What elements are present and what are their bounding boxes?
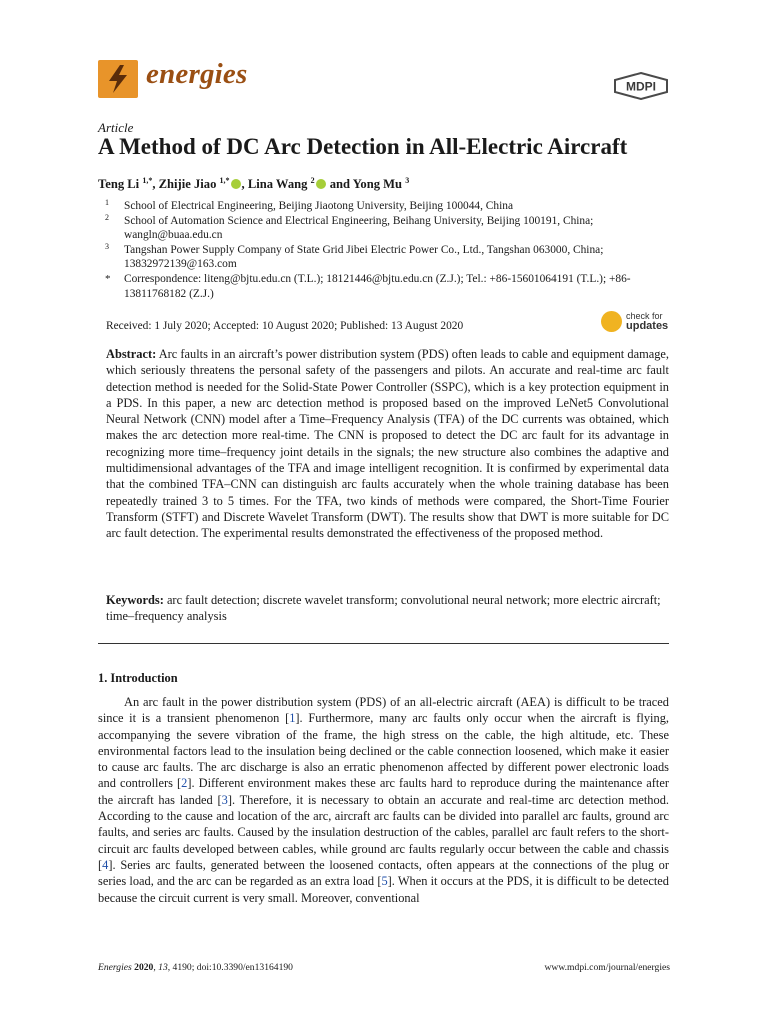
- footer-year: 2020: [134, 962, 154, 973]
- body-text: ]. When it occurs at the PDS, it is difficult to be detected because the circuit current is very small. Moreover, conventional: [98, 874, 669, 905]
- footer-volume: 13: [158, 962, 168, 973]
- check-updates-line1: check for: [626, 311, 663, 321]
- article-title: A Method of DC Arc Detection in All-Electric Aircraft: [98, 134, 628, 159]
- journal-logo: [98, 60, 138, 98]
- citation-link[interactable]: 4: [102, 857, 109, 872]
- affiliation-marker: 1: [105, 198, 109, 207]
- introduction-text: [98, 694, 669, 906]
- author-separator: and: [326, 177, 353, 192]
- affiliations: [98, 199, 678, 301]
- affiliation-text: School of Automation Science and Electrical Engineering, Beihang University, Beijing 100191, China; wangln@buaa.edu.cn: [124, 214, 594, 242]
- article-type: Article: [98, 120, 134, 135]
- body-text: An arc fault in the power distribution system (PDS) of an all-electric aircraft (AEA) is difficult to be traced since it is a transient phenomenon [: [98, 695, 669, 726]
- keywords-text: arc fault detection; discrete wavelet transform; convolutional neural network; more electric aircraft; time–frequency analysis: [106, 593, 661, 624]
- publication-dates: Received: 1 July 2020; Accepted: 10 August 2020; Published: 13 August 2020: [106, 320, 464, 332]
- citation-link[interactable]: 2: [181, 776, 188, 791]
- check-updates-line2: updates: [626, 320, 669, 332]
- author-name: Teng Li: [98, 177, 143, 192]
- citation-link[interactable]: 3: [221, 792, 228, 807]
- affiliation-marker: *: [105, 272, 111, 285]
- affiliation-text: Tangshan Power Supply Company of State Grid Jibei Electric Power Co., Ltd., Tangshan 063000, China; 13832972139@163.com: [124, 243, 604, 271]
- publisher-name: MDPI: [626, 79, 656, 94]
- orcid-icon[interactable]: [231, 179, 241, 189]
- lightning-bolt-icon: [98, 60, 138, 98]
- section-divider: [98, 643, 669, 644]
- body-text: ]. Therefore, it is necessary to obtain an accurate and real-time arc detection method. According to the cause and location of the arc, aircraft arc faults can be divided into parallel arc faults, ground arc faults, and series arc faults. Caused by the insulation destruction of the cables, parallel arc fault refers to the short-circuit arc faults developed between cables, while ground arc faults regularly occur between the cable and chassis [: [98, 792, 669, 872]
- affiliation-item: [98, 272, 678, 301]
- affiliation-marker: 3: [105, 241, 109, 251]
- body-text: ]. Series arc faults, generated between the loosened contacts, often appears at the connections of the plug or series load, and the arc can be regarded as an extra load [: [98, 857, 669, 889]
- author-affiliation-marker: 2: [310, 176, 315, 185]
- affiliation-text: Correspondence: liteng@bjtu.edu.cn (T.L.); 18121446@bjtu.edu.cn (Z.J.); Tel.: +86-15601064191 (T.L.); +86-13811768182 (Z.J.): [124, 272, 631, 300]
- abstract-text: Arc faults in an aircraft’s power distribution system (PDS) often leads to cable and equipment damage, which seriously threatens the personal safety of the passengers and pilots. An accurate and real-time arc fault detection method is needed for the Solid-State Power Controller (SSPC), which is a key protection equipment in a PDS. In this paper, a new arc detection method is proposed based on the improved LeNet5 Convolutional Neural Network (CNN) model after a Time–Frequency Analysis (TFA) of the DC currents was obtained, which makes the arc detection more real-time. The CNN is proposed to detect the DC arc fault for its advantage in recognizing more time–frequency joint details in the signals; the new structure also combines the adaptive and multidimensional advantages of the TFA and image intelligent recognition. It is confirmed by experimental data that the combined TFA–CNN can distinguish arc faults accurately when the whole training database has been repeatedly trained 3 to 5 times. For the TFA, two kinds of methods were compared, the Short-Time Fourier Transform (STFT) and Discrete Wavelet Transform (DWT). The results show that DWT is more suitable for DC arc fault detection. The experimental results demonstrated the effectiveness of the proposed method.: [106, 347, 669, 541]
- footer-url[interactable]: www.mdpi.com/journal/energies: [544, 962, 670, 973]
- author-affiliation-marker: 3: [405, 176, 410, 185]
- orcid-icon[interactable]: [316, 179, 326, 189]
- journal-name: energies: [146, 58, 248, 90]
- author-separator: ,: [241, 177, 248, 192]
- citation-link[interactable]: 5: [381, 874, 388, 889]
- publisher-logo: [612, 72, 670, 100]
- citation-link[interactable]: 1: [289, 711, 296, 726]
- author-separator: ,: [152, 177, 159, 192]
- footer-journal: Energies: [98, 962, 132, 973]
- check-for-updates-button[interactable]: [598, 308, 678, 336]
- author-name: Yong Mu: [352, 177, 406, 192]
- affiliation-item: [98, 243, 678, 272]
- check-updates-icon: [601, 311, 622, 332]
- mdpi-logo-icon: [612, 72, 670, 100]
- author-name: Lina Wang: [247, 177, 311, 192]
- author-affiliation-marker: 1,*: [219, 176, 230, 185]
- keywords: [106, 592, 669, 625]
- affiliation-item: [98, 199, 678, 214]
- author-list: [98, 176, 409, 192]
- abstract: [106, 346, 669, 542]
- footer-doi: , 4190; doi:10.3390/en13164190: [167, 962, 293, 973]
- keywords-label: Keywords:: [106, 593, 164, 607]
- affiliation-text: School of Electrical Engineering, Beijing Jiaotong University, Beijing 100044, China: [124, 200, 514, 212]
- author-name: Zhijie Jiao: [158, 177, 220, 192]
- body-text: ]. Furthermore, many arc faults only occur when the aircraft is flying, accompanying the severe vibration of the frame, the high stress on the cable, the high altitude, etc. These environmental factors lead to the insulation being declined or the cable connection loosened, which make it easier to cause arc faults. The arc discharge is also an erratic phenomenon affected by different power electronic loads and controllers [: [98, 711, 669, 791]
- author-affiliation-marker: 1,*: [142, 176, 153, 185]
- affiliation-marker: 2: [105, 212, 109, 222]
- body-text: ]. Different environment makes these arc faults hard to reproduce during the maintenance after the aircraft has landed [: [98, 776, 669, 807]
- section-heading: 1. Introduction: [98, 671, 178, 685]
- footer-citation: Energies 2020, 13, 4190; doi:10.3390/en13164190: [98, 962, 293, 973]
- abstract-label: Abstract:: [106, 347, 157, 361]
- affiliation-item: [98, 214, 678, 243]
